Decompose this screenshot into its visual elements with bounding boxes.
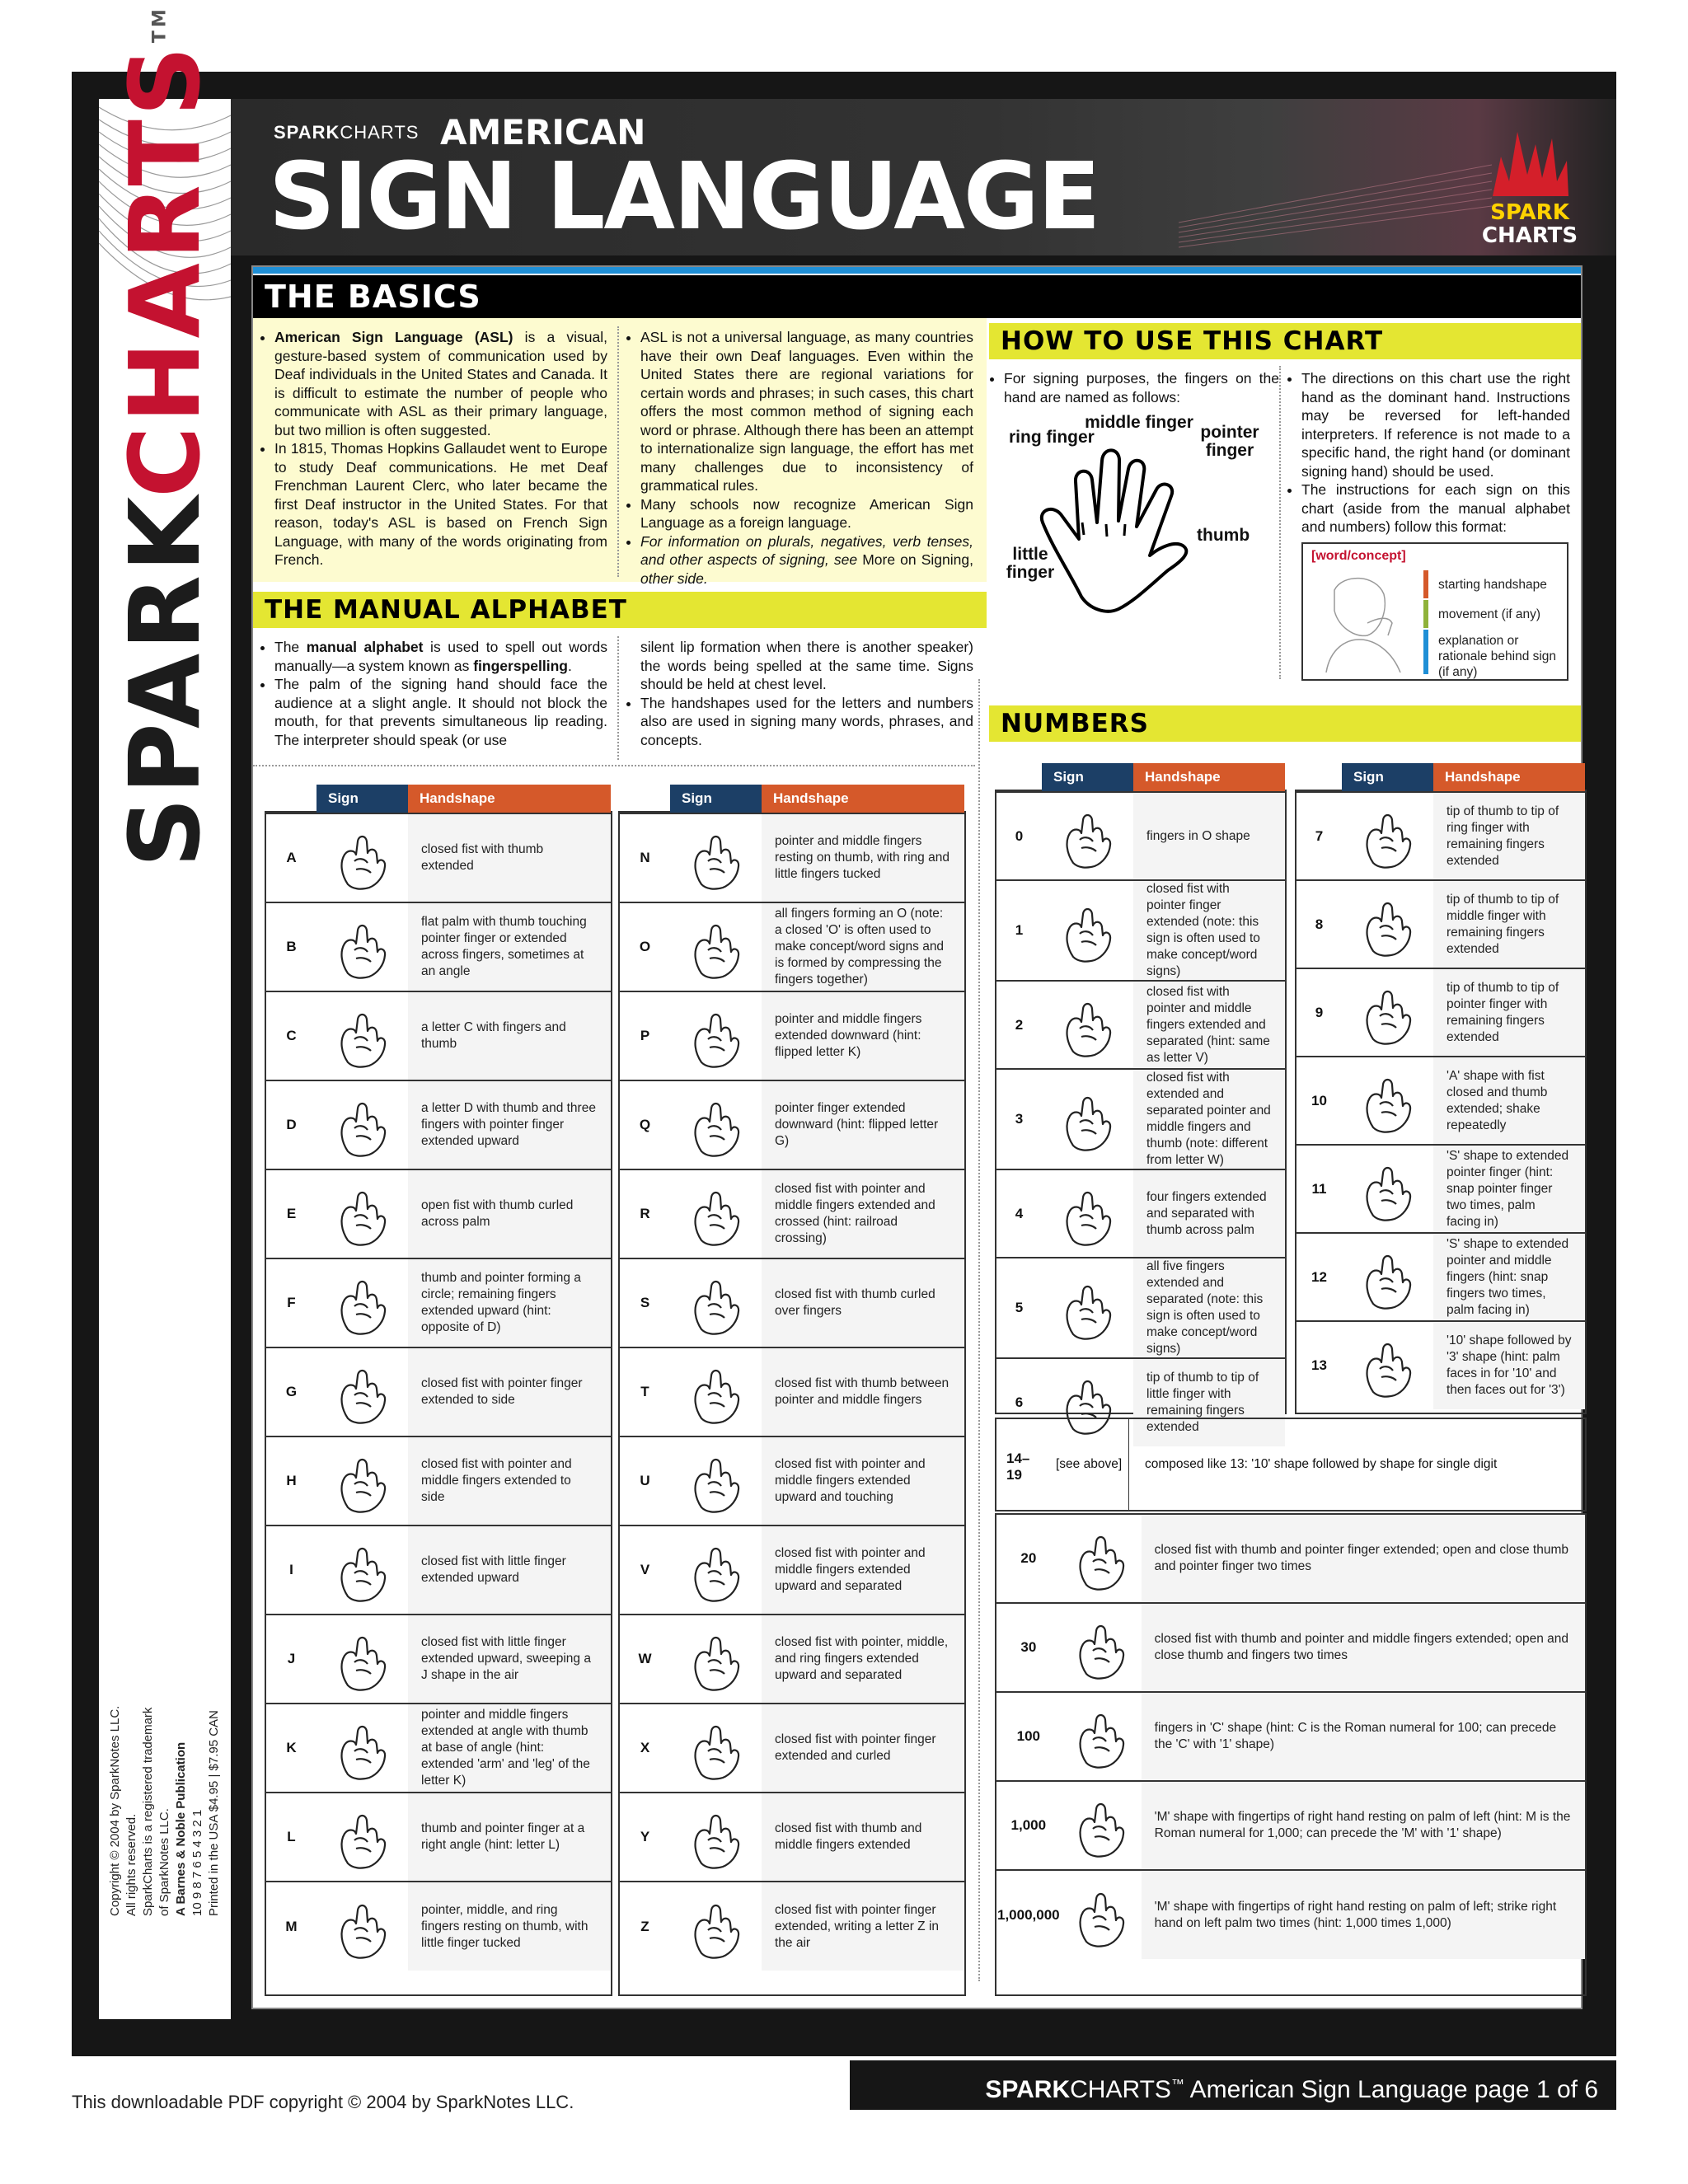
handshape-description: closed fist with pointer and middle fingers extended and separated (hint: same as letter V): [1133, 981, 1285, 1069]
sign-label: Q: [620, 1080, 670, 1169]
table-row: [266, 1615, 611, 1704]
sign-label: 8: [1296, 880, 1342, 968]
sign-label: L: [266, 1793, 316, 1882]
table-row: [996, 1870, 1585, 1959]
handshape-description: '10' shape followed by '3' shape (hint: palm faces in for '10' and then faces out for '3'): [1433, 1321, 1585, 1409]
chart-header: [231, 99, 1616, 255]
handshape-description: open fist with thumb curled across palm: [408, 1169, 611, 1258]
sign-label: 30: [996, 1603, 1061, 1692]
handshape-icon: [1055, 1181, 1121, 1247]
handshape-icon: [330, 1270, 396, 1336]
handshape-description: 'M' shape with fingertips of right hand resting on palm of left (hint: M is the Roman numeral for 1,000; can precede the 'M' with '1' shape): [1142, 1781, 1585, 1870]
brand-small: SPARKCHARTS: [274, 122, 420, 143]
table-row: [1296, 792, 1585, 880]
handshape-description: closed fist with extended and separated pointer and middle fingers and thumb (note: different from letter W): [1133, 1069, 1285, 1169]
handshape-icon: [683, 1003, 749, 1069]
handshape-icon: [683, 825, 749, 891]
table-row: [620, 1436, 964, 1526]
handshape-description: a letter D with thumb and three fingers with pointer finger extended upward: [408, 1080, 611, 1169]
divider: [978, 679, 980, 1981]
howto-title: HOW TO USE THIS CHART: [989, 323, 1581, 359]
handshape-icon: [1355, 1244, 1421, 1310]
handshape-icon: [1355, 892, 1421, 958]
table-row: [266, 1258, 611, 1347]
basics-column-2: • ASL is not a universal language, as many countries have their own Deaf languages. Even within the United States there are regional variations for certain words and phrases; in such cases, this chart offers the most common method of signing each word or phrase. Although there has been an attempt to internationalize sign language, the effort has met many challenges due to inconsistency of grammatical rules. • Many schools now recognize American Sign Language as a foreign language. • For information on plurals, negatives, verb tenses, and other aspects of signing, see More on Signing, other side.: [626, 328, 973, 588]
label-thumb: thumb: [1197, 526, 1250, 545]
format-example-box: [word/concept] starting handshape movement (if any) explanation or rationale behind sign (if any): [1301, 542, 1568, 681]
table-row: [266, 1704, 611, 1793]
label-middle-finger: middle finger: [1085, 413, 1193, 432]
handshape-description: all fingers forming an O (note: a closed 'O' is often used to make concept/word signs and is formed by compressing the fingers together): [762, 902, 964, 991]
handshape-description: closed fist with pointer, middle, and ring fingers extended upward and separated: [762, 1615, 964, 1704]
sign-label: 0: [996, 792, 1042, 880]
handshape-icon: [683, 1804, 749, 1870]
divider: [617, 636, 619, 760]
sign-label: C: [266, 991, 316, 1080]
sign-label: D: [266, 1080, 316, 1169]
handshape-description: flat palm with thumb touching pointer finger or extended across fingers, sometimes at an angle: [408, 902, 611, 991]
handshape-description: closed fist with pointer finger extended, writing a letter Z in the air: [762, 1882, 964, 1971]
handshape-icon: [330, 1448, 396, 1514]
side-brand: SPARKCHARTS™: [108, 6, 222, 868]
sign-label: 12: [1296, 1233, 1342, 1321]
table-row: [266, 1080, 611, 1169]
side-strip: [99, 6, 231, 2019]
label-little-finger: little finger: [1006, 545, 1055, 582]
handshape-description: closed fist with pointer and middle fingers extended and crossed (hint: railroad crossing): [762, 1169, 964, 1258]
handshape-description: closed fist with little finger extended upward: [408, 1526, 611, 1615]
handshape-icon: [1068, 1882, 1134, 1948]
table-row: [996, 1169, 1285, 1258]
sign-label: R: [620, 1169, 670, 1258]
table-row: [620, 813, 964, 902]
table-row: [266, 813, 611, 902]
handshape-description: all five fingers extended and separated (note: this sign is often used to make concept/word signs): [1133, 1258, 1285, 1358]
table-row: [620, 1526, 964, 1615]
table-row: [996, 1258, 1285, 1358]
sign-label: A: [266, 813, 316, 902]
table-row: [620, 1704, 964, 1793]
basics-column-1: • American Sign Language (ASL) is a visual, gesture-based system of communication used by Deaf individuals in the United States and Canada. It is difficult to estimate the number of people who communicate with ASL as their primary language, but two million is often suggested. • In 1815, Thomas Hopkins Gallaudet went to Europe to study Deaf communications. He met Deaf Frenchman Laurent Clerc, who later became the first Deaf instructor in the United States. For that reason, today's ASL is based on French Sign Language, with many of the words originating from French.: [260, 328, 607, 569]
numbers-table-left: Sign Handshape 0 fingers in O shape 1 closed fist with pointer finger extended (note: this sign is often used to make concept/word signs) 2 closed fist with pointer and middle fingers extended and separated (hint: same as letter V) 3 closed fist with extended and separated pointer and middle fingers and thumb (note: different from letter W) 4 four fingers extended and separated with thumb across palm 5 all five fingers extended and separated (note: this sign is often used to make concept/word signs) 6 tip of thumb to tip of little finger with remaining fingers extended: [996, 763, 1285, 1446]
handshape-description: closed fist with thumb and pointer and middle fingers extended; open and close thumb and fingers two times: [1142, 1603, 1585, 1692]
table-row: [266, 1526, 611, 1615]
signer-illustration-icon: [1310, 574, 1417, 673]
handshape-description: closed fist with pointer finger extended and curled: [762, 1704, 964, 1793]
table-row: [620, 1169, 964, 1258]
header-lines: [1179, 99, 1492, 255]
handshape-description: pointer, middle, and ring fingers resting on thumb, with little finger tucked: [408, 1882, 611, 1971]
numbers-table-right: Sign Handshape 7 tip of thumb to tip of ring finger with remaining fingers extended 8 tip of thumb to tip of middle finger with remaining fingers extended 9 tip of thumb to tip of pointer finger with remaining fingers extended 10 'A' shape with fist closed and thumb extended; shake repeatedly 11 'S' shape to extended pointer finger (hint: snap pointer finger two times, palm facing in) 12 'S' shape to extended pointer and middle fingers (hint: snap fingers two times, palm facing in) 13 '10' shape followed by '3' shape (hint: palm faces in for '10' and then faces out for '3'): [1296, 763, 1585, 1409]
handshape-icon: [1055, 1275, 1121, 1341]
howto-right-column: • The directions on this chart use the right hand as the dominant hand. Instructions may be reversed for left-handed interpreters. If reference is not made to a specific hand, the right hand (or dominant signing hand) should be used. • The instructions for each sign on this chart (aside from the manual alphabet and numbers) follow this format:: [1287, 369, 1570, 537]
table-row: [996, 1514, 1585, 1603]
table-row: [266, 991, 611, 1080]
sign-label: 3: [996, 1069, 1042, 1169]
handshape-icon: [1055, 1086, 1121, 1152]
sign-label: Y: [620, 1793, 670, 1882]
handshape-description: tip of thumb to tip of pointer finger with remaining fingers extended: [1433, 968, 1585, 1057]
table-row: [1296, 1321, 1585, 1409]
handshape-icon: [1355, 980, 1421, 1046]
sign-label: O: [620, 902, 670, 991]
handshape-description: closed fist with pointer finger extended to side: [408, 1347, 611, 1436]
handshape-description: closed fist with thumb and pointer finger extended; open and close thumb and pointer finger two times: [1142, 1514, 1585, 1603]
table-row: [620, 1882, 964, 1971]
divider: [1279, 366, 1281, 679]
handshape-icon: [1055, 992, 1121, 1058]
sign-label: 13: [1296, 1321, 1342, 1409]
sign-label: P: [620, 991, 670, 1080]
sign-label: 5: [996, 1258, 1042, 1358]
handshape-description: pointer and middle fingers extended downward (hint: flipped letter K): [762, 991, 964, 1080]
alphabet-table-right: Sign Handshape N pointer and middle fingers resting on thumb, with ring and little fingers tucked O all fingers forming an O (note: a closed 'O' is often used to make concept/word signs and is formed by compressing the fingers together) P pointer and middle fingers extended downward (hint: flipped letter K) Q pointer finger extended downward (hint: flipped letter G) R closed fist with pointer and middle fingers extended and crossed (hint: railroad crossing) S closed fist with thumb curled over fingers T closed fist with thumb between pointer and middle fingers U closed fist with pointer and middle fingers extended upward and touching V closed fist with pointer and middle fingers extended upward and separated W closed fist with pointer, middle, and ring fingers extended upward and separated X closed fist with pointer finger extended and curled Y closed fist with thumb and middle fingers extended Z closed fist with pointer finger extended, writing a letter Z in the air: [620, 785, 964, 1971]
handshape-description: 'S' shape to extended pointer and middle fingers (hint: snap fingers two times, palm facing in): [1433, 1233, 1585, 1321]
table-row: [620, 991, 964, 1080]
sign-label: H: [266, 1436, 316, 1526]
handshape-description: tip of thumb to tip of little finger with remaining fingers extended: [1133, 1358, 1285, 1446]
sign-label: 1,000: [996, 1781, 1061, 1870]
sign-label: J: [266, 1615, 316, 1704]
handshape-description: closed fist with thumb curled over fingers: [762, 1258, 964, 1347]
handshape-icon: [1355, 804, 1421, 869]
handshape-description: closed fist with little finger extended upward, sweeping a J shape in the air: [408, 1615, 611, 1704]
handshape-icon: [1068, 1793, 1134, 1858]
sign-label: 1: [996, 880, 1042, 981]
table-row: [620, 902, 964, 991]
handshape-icon: [330, 914, 396, 980]
table-row: [996, 981, 1285, 1069]
handshape-icon: [683, 914, 749, 980]
table-row: [996, 1781, 1585, 1870]
sign-label: 2: [996, 981, 1042, 1069]
sign-label: G: [266, 1347, 316, 1436]
handshape-description: closed fist with pointer and middle fingers extended to side: [408, 1436, 611, 1526]
handshape-icon: [330, 1537, 396, 1603]
sign-label: 100: [996, 1692, 1061, 1781]
table-row: [996, 1692, 1585, 1781]
table-row: [266, 1347, 611, 1436]
sign-label: 7: [1296, 792, 1342, 880]
handshape-icon: [683, 1181, 749, 1247]
handshape-icon: [330, 1715, 396, 1781]
handshape-description: closed fist with pointer and middle fingers extended upward and touching: [762, 1436, 964, 1526]
handshape-icon: [1355, 1068, 1421, 1134]
table-row: [1296, 968, 1585, 1057]
handshape-description: 'A' shape with fist closed and thumb extended; shake repeatedly: [1433, 1057, 1585, 1145]
table-row: [1296, 880, 1585, 968]
table-row: [996, 1069, 1285, 1169]
handshape-icon: [1068, 1526, 1134, 1591]
table-row: [266, 902, 611, 991]
handshape-description: closed fist with thumb between pointer and middle fingers: [762, 1347, 964, 1436]
handshape-icon: [330, 825, 396, 891]
manual-column-2: silent lip formation when there is another speaker) the words being spelled at the same time. Signs should be held at chest level. • The handshapes used for the letters and numbers also are used in signing many words, phrases, and concepts.: [626, 638, 973, 749]
handshape-description: closed fist with thumb extended: [408, 813, 611, 902]
sign-label: 10: [1296, 1057, 1342, 1145]
handshape-icon: [330, 1003, 396, 1069]
handshape-description: fingers in O shape: [1133, 792, 1285, 880]
handshape-description: thumb and pointer finger at a right angle (hint: letter L): [408, 1793, 611, 1882]
numbers-table-large: [996, 1513, 1585, 1959]
label-ring-finger: ring finger: [1009, 428, 1095, 447]
handshape-icon: [330, 1181, 396, 1247]
sign-label: U: [620, 1436, 670, 1526]
manual-column-1: • The manual alphabet is used to spell out words manually—a system known as fingerspelling. • The palm of the signing hand should face the audience at a slight angle. It should not block the mouth, for that prevents simultaneous lip reading. The interpreter should speak (or use: [260, 638, 607, 749]
handshape-description: pointer and middle fingers extended at angle with thumb at base of angle (hint: extended 'arm' and 'leg' of the letter K): [408, 1704, 611, 1793]
table-row: [996, 880, 1285, 981]
sign-label: 4: [996, 1169, 1042, 1258]
sign-label: E: [266, 1169, 316, 1258]
howto-intro: • For signing purposes, the fingers on the hand are named as follows:: [989, 369, 1279, 406]
sparkcharts-logo: SPARK CHARTS: [1476, 124, 1583, 255]
sign-label: B: [266, 902, 316, 991]
handshape-description: closed fist with thumb and middle fingers extended: [762, 1793, 964, 1882]
spark-burst-icon: [1484, 124, 1575, 198]
handshape-icon: [330, 1804, 396, 1870]
table-row: [620, 1258, 964, 1347]
divider: [253, 765, 975, 766]
handshape-icon: [683, 1448, 749, 1514]
sign-label: 6: [996, 1358, 1042, 1446]
handshape-icon: [1068, 1704, 1134, 1769]
table-row: [620, 1615, 964, 1704]
table-row: [996, 1603, 1585, 1692]
handshape-icon: [1055, 804, 1121, 869]
label-pointer-finger: pointer finger: [1200, 423, 1259, 460]
handshape-icon: [330, 1626, 396, 1692]
handshape-description: four fingers extended and separated with thumb across palm: [1133, 1169, 1285, 1258]
table-row: [996, 792, 1285, 880]
handshape-description: 'S' shape to extended pointer finger (hint: snap pointer finger two times, palm facing in): [1433, 1145, 1585, 1233]
handshape-icon: [683, 1537, 749, 1603]
content-area: [251, 265, 1582, 2009]
handshape-icon: [683, 1715, 749, 1781]
handshape-description: tip of thumb to tip of ring finger with remaining fingers extended: [1433, 792, 1585, 880]
handshape-description: thumb and pointer forming a circle; remaining fingers extended upward (hint: opposite of D): [408, 1258, 611, 1347]
table-row: [620, 1347, 964, 1436]
top-accent-strip: [253, 267, 1581, 274]
sign-label: F: [266, 1258, 316, 1347]
table-row: [620, 1080, 964, 1169]
sign-label: I: [266, 1526, 316, 1615]
handshape-description: a letter C with fingers and thumb: [408, 991, 611, 1080]
sign-label: V: [620, 1526, 670, 1615]
handshape-icon: [1355, 1156, 1421, 1222]
handshape-description: closed fist with pointer finger extended (note: this sign is often used to make concept/word signs): [1133, 880, 1285, 981]
title-sign-language: SIGN LANGUAGE: [269, 143, 1100, 251]
handshape-description: pointer finger extended downward (hint: flipped letter G): [762, 1080, 964, 1169]
basics-title: THE BASICS: [253, 275, 1581, 318]
handshape-icon: [683, 1894, 749, 1960]
handshape-icon: [1068, 1615, 1134, 1680]
handshape-icon: [683, 1092, 749, 1158]
sign-label: M: [266, 1882, 316, 1971]
handshape-description: closed fist with pointer and middle fingers extended upward and separated: [762, 1526, 964, 1615]
handshape-icon: [683, 1359, 749, 1425]
sign-label: N: [620, 813, 670, 902]
table-row: [266, 1882, 611, 1971]
table-row: [1296, 1057, 1585, 1145]
handshape-icon: [683, 1270, 749, 1336]
handshape-icon: [330, 1092, 396, 1158]
handshape-icon: [330, 1359, 396, 1425]
sign-label: 1,000,000: [996, 1870, 1061, 1959]
sign-label: 11: [1296, 1145, 1342, 1233]
sign-label: 20: [996, 1514, 1061, 1603]
sign-label: T: [620, 1347, 670, 1436]
handshape-icon: [330, 1894, 396, 1960]
sign-label: Z: [620, 1882, 670, 1971]
handshape-icon: [683, 1626, 749, 1692]
footer-copyright: This downloadable PDF copyright © 2004 by SparkNotes LLC.: [72, 2092, 574, 2112]
numbers-title: NUMBERS: [989, 705, 1581, 742]
teens-row: 14–19 [see above] composed like 13: '10' shape followed by shape for single digit: [995, 1418, 1587, 1511]
divider: [617, 326, 619, 577]
handshape-description: tip of thumb to tip of middle finger with remaining fingers extended: [1433, 880, 1585, 968]
copyright-block: Copyright © 2004 by SparkNotes LLC. All rights reserved. SparkCharts is a registered trademark of SparkNotes LLC. A Barnes & Noble Publication 10 9 8 7 6 5 4 3 2 1 Printed in the USA $4.95 | $7.95 CAN: [108, 1705, 221, 1916]
sign-label: 9: [1296, 968, 1342, 1057]
handshape-description: fingers in 'C' shape (hint: C is the Roman numeral for 100; can precede the 'C' with '1' shape): [1142, 1692, 1585, 1781]
table-row: [1296, 1233, 1585, 1321]
title-american: AMERICAN: [440, 112, 646, 152]
handshape-icon: [1055, 898, 1121, 963]
sign-label: K: [266, 1704, 316, 1793]
handshape-description: pointer and middle fingers resting on thumb, with ring and little fingers tucked: [762, 813, 964, 902]
table-row: [266, 1169, 611, 1258]
table-row: [1296, 1145, 1585, 1233]
sign-label: S: [620, 1258, 670, 1347]
sign-label: X: [620, 1704, 670, 1793]
table-row: [620, 1793, 964, 1882]
table-row: [266, 1793, 611, 1882]
alphabet-table-left: Sign Handshape A closed fist with thumb extended B flat palm with thumb touching pointer finger or extended across fingers, sometimes at an angle C a letter C with fingers and thumb D a letter D with thumb and three fingers with pointer finger extended upward E open fist with thumb curled across palm F thumb and pointer forming a circle; remaining fingers extended upward (hint: opposite of D) G closed fist with pointer finger extended to side H closed fist with pointer and middle fingers extended to side I closed fist with little finger extended upward J closed fist with little finger extended upward, sweeping a J shape in the air K pointer and middle fingers extended at angle with thumb at base of angle (hint: extended 'arm' and 'leg' of the letter K) L thumb and pointer finger at a right angle (hint: letter L) M pointer, middle, and ring fingers resting on thumb, with little finger tucked: [266, 785, 611, 1971]
table-row: [266, 1436, 611, 1526]
handshape-icon: [1355, 1333, 1421, 1399]
handshape-description: 'M' shape with fingertips of right hand resting on palm of left; strike right hand on left palm two times (hint: 1,000 times 1,000): [1142, 1870, 1585, 1959]
manual-alphabet-title: THE MANUAL ALPHABET: [253, 592, 987, 628]
footer-page-label: SPARKCHARTS™ American Sign Language page 1 of 6: [850, 2060, 1616, 2110]
sign-label: W: [620, 1615, 670, 1704]
